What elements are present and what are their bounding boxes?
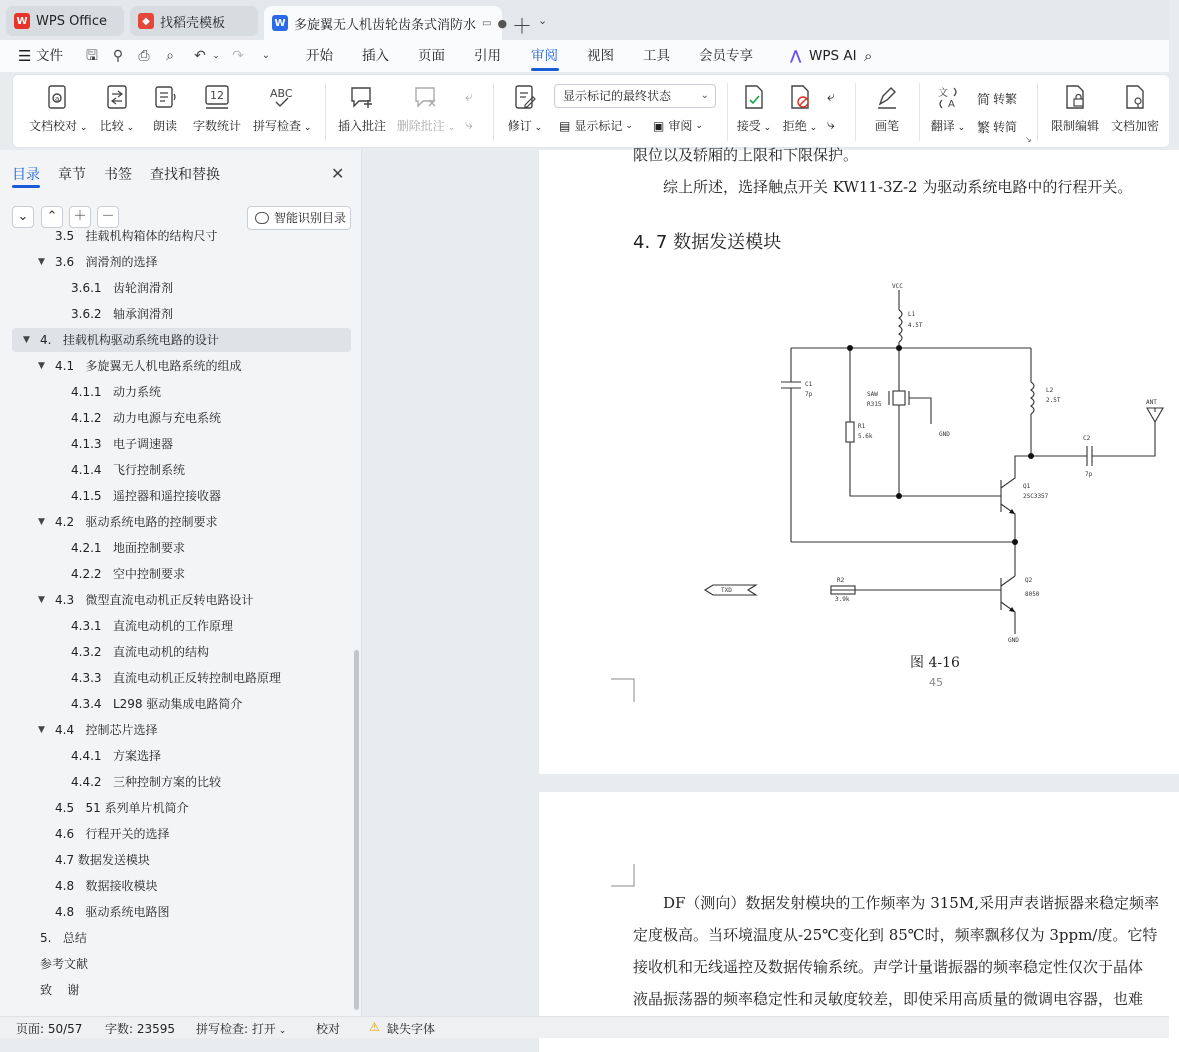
toc-item-label: 3.5 挂载机构箱体的结构尺寸 [55,229,218,243]
title-bar [0,0,1169,40]
document-page-45[interactable] [539,146,1179,774]
print-preview-icon[interactable]: ⌕ [166,48,174,64]
doc-proof-button[interactable]: a 文档校对 ⌄ [29,83,85,134]
toc-item[interactable] [12,926,351,950]
to-traditional-button[interactable] [977,89,1017,108]
word-count-indicator[interactable]: 字数: 23595 [105,1022,176,1036]
toc-item-label: 4.3.2 直流电动机的结构 [71,645,209,659]
show-markup-button[interactable]: ▤ 显示标记 ⌄ [559,118,633,133]
circuit-diagram [699,280,1179,652]
label-saw-value: R315 [867,401,882,408]
toc-item[interactable] [12,562,351,586]
menu-bar [0,40,1169,72]
toc-item-label: 3.6 润滑剂的选择 [55,255,158,269]
toc-item-label: 4.1.2 动力电源与充电系统 [71,411,221,425]
toc-item[interactable] [12,536,351,560]
spell-check-label: 拼写检查 [253,119,302,133]
smart-recognize-icon [255,212,269,224]
read-aloud-label: 朗读 [152,119,177,133]
chevron-down-icon: ⌄ [17,209,29,224]
label-l1: L1 [908,311,916,318]
toc-item-label: 4.4 控制芯片选择 [55,723,158,737]
markup-state-select[interactable] [554,84,716,108]
encrypt-label: 文档加密 [1110,119,1159,133]
spell-check-status-label: 拼写检查: 打开 [196,1022,276,1036]
toc-item[interactable] [12,640,351,664]
toc-item-label: 4.2.1 地面控制要求 [71,541,185,555]
active-tab-indicator [531,68,559,71]
undo-icon[interactable]: ↶ [194,48,206,64]
wps-logo-icon: W [14,13,30,29]
toc-item-label: 4.3.1 直流电动机的工作原理 [71,619,233,633]
toc-item[interactable] [12,952,351,976]
chevron-up-icon: ⌃ [46,209,58,224]
label-r2: R2 [837,577,845,584]
ribbon-divider [727,83,728,141]
compare-icon [105,84,129,110]
track-changes-label: 修订 [507,119,532,133]
print-icon[interactable]: ⎙ [138,48,150,64]
label-txd: TXD [721,587,732,594]
docer-logo-icon: ◆ [138,13,154,29]
plus-icon: ＋ [73,209,87,224]
spell-check-icon [268,84,296,110]
spell-check-status[interactable]: 拼写检查: 打开 ⌄ [196,1022,287,1036]
label-gnd-q2: GND [1008,637,1019,644]
ribbon-expand-icon[interactable]: ↘ [1025,135,1032,144]
toc-item-label: 4.8 数据接收模块 [55,879,158,893]
body-text-line: 定度极高。当环境温度从-25℃变化到 85℃时，频率飘移仅为 3ppm/度。它特 [633,926,1158,944]
document-page-46[interactable] [539,792,1179,1052]
word-count-button[interactable] [191,83,243,134]
label-q2: Q2 [1025,577,1033,584]
missing-font-status[interactable]: 缺失字体 [387,1022,436,1036]
previous-comment-icon: ⤶ [465,89,473,105]
label-r1-value: 5.6k [858,433,873,440]
label-c1-value: 7p [805,391,813,398]
to-simplified-label: 转简 [993,120,1018,134]
proof-status[interactable]: 校对 [316,1022,341,1036]
crop-mark-top-left [611,864,635,888]
compare-button[interactable]: 比较 ⌄ [99,83,135,134]
menu-start[interactable]: 开始 [306,48,333,64]
expand-arrow-icon[interactable]: ▼ [38,595,45,605]
menu-wps-ai[interactable]: WPS AI [809,48,857,64]
toc-item-label: 4.6 行程开关的选择 [55,827,170,841]
reject-icon [788,84,812,110]
reject-button[interactable]: 拒绝 ⌄ [781,83,819,134]
page-number: 45 [929,676,943,689]
chevron-down-icon: ⌄ [700,90,709,101]
label-l2: L2 [1046,387,1054,394]
ribbon-divider [855,83,856,141]
simplified-icon: 繁 [977,121,991,136]
toc-item[interactable] [12,900,351,924]
review-ribbon [12,74,1169,148]
body-text-line: 综上所述，选择触点开关 KW11-3Z-2 为驱动系统电路中的行程开关。 [663,178,1133,196]
label-ant: ANT [1146,399,1157,406]
menu-member[interactable]: 会员专享 [699,48,753,64]
toc-item[interactable] [12,770,351,794]
wps-ai-icon: ⋀ [790,48,802,64]
toc-item[interactable] [12,302,351,326]
label-l1-value: 4.5T [908,322,923,329]
tab-document[interactable] [264,6,508,40]
section-heading: 4. 7 数据发送模块 [633,232,782,253]
track-changes-icon [513,84,537,110]
accept-button[interactable]: 接受 ⌄ [735,83,773,134]
toc-item-label: 3.6.1 齿轮润滑剂 [71,281,173,295]
delete-comment-icon [413,84,439,110]
label-q1-value: 2SC3357 [1023,493,1049,500]
encrypt-button[interactable] [1109,83,1161,134]
menu-page[interactable]: 页面 [418,48,445,64]
label-r2-value: 3.9k [835,596,850,603]
toc-item[interactable] [12,614,351,638]
tab-find-replace[interactable]: 查找和替换 [150,167,220,183]
toc-item[interactable] [12,978,351,1002]
accept-label: 接受 [736,119,761,133]
toc-item[interactable] [12,328,351,352]
toc-item-label: 3.6.2 轴承润滑剂 [71,307,173,321]
toc-item-label: 4.7 数据发送模块 [55,853,150,867]
tab-document-label: 多旋翼无人机齿轮齿条式消防水 [294,17,477,33]
ribbon-divider [919,83,920,141]
encrypt-icon [1123,84,1147,110]
word-count-icon-text: 12 [210,89,224,102]
toc-item-label: 4.4.2 三种控制方案的比较 [71,775,221,789]
translate-button[interactable]: 文 A 翻译 ⌄ [929,83,967,134]
restrict-edit-icon [1063,84,1087,110]
svg-text:A: A [948,99,955,110]
markup-state-value: 显示标记的最终状态 [563,89,672,103]
redo-icon: ↷ [232,48,244,64]
toc-item-label: 4.1.1 动力系统 [71,385,161,399]
label-c1: C1 [805,381,813,388]
ribbon-divider [325,83,326,141]
svg-text:a: a [55,95,60,103]
label-q1: Q1 [1023,483,1031,490]
tab-wps-label: WPS Office [36,13,108,29]
toc-item[interactable] [12,718,351,742]
document-canvas [363,146,1169,1016]
warning-icon: ⚠ [369,1020,380,1034]
track-changes-button[interactable]: 修订 ⌄ [505,83,545,134]
toc-item[interactable] [12,406,351,430]
label-gnd-saw: GND [939,431,950,438]
doc-proof-icon [45,84,69,110]
menu-file[interactable]: 文件 [36,48,63,64]
body-text-line: 接收机和无线遥控及数据传输系统。声学计量谐振器的频率稳定性仅次于晶体 [633,958,1144,976]
toc-item-label: 4.8 驱动系统电路图 [55,905,170,919]
menu-tools[interactable]: 工具 [643,48,670,64]
toc-item[interactable] [12,380,351,404]
toc-list [0,229,362,1016]
toc-item-label: 4.2 驱动系统电路的控制要求 [55,515,218,529]
insert-comment-button[interactable] [336,83,388,134]
active-panel-tab-indicator [12,185,40,188]
toc-item[interactable] [12,354,351,378]
label-saw: SAW [867,391,878,398]
toc-item[interactable] [12,796,351,820]
toc-item[interactable] [12,874,351,898]
insert-comment-label: 插入批注 [337,119,386,133]
expand-arrow-icon[interactable]: ▼ [23,335,30,345]
tab-list-chevron-icon[interactable]: ⌄ [538,14,548,27]
read-aloud-button[interactable] [151,83,179,134]
expand-arrow-icon[interactable]: ▼ [38,257,45,267]
review-pane-label: 审阅 [668,119,693,133]
next-change-icon[interactable]: ⤷ [827,117,835,133]
review-pane-button[interactable]: ▣ 审阅 ⌄ [653,118,703,133]
navigation-panel [0,150,362,1016]
undo-dropdown-icon[interactable]: ⌄ [212,51,220,61]
unsaved-dot-icon[interactable]: ● [497,16,508,30]
label-q2-value: 8050 [1025,591,1040,598]
toc-item-label: 4. 挂载机构驱动系统电路的设计 [40,333,219,347]
svg-text:文: 文 [938,88,948,99]
ribbon-divider [493,83,494,141]
toc-item-label: 4.1.3 电子调速器 [71,437,173,451]
toc-item[interactable] [12,276,351,300]
page-indicator[interactable]: 页面: 50/57 [16,1022,83,1036]
insert-comment-icon [349,84,375,110]
read-aloud-icon [153,84,177,110]
toc-item-label: 4.1.4 飞行控制系统 [71,463,185,477]
toc-item[interactable] [12,510,351,534]
ribbon-divider [1037,83,1038,141]
restrict-edit-button[interactable] [1049,83,1101,134]
expand-arrow-icon[interactable]: ▼ [38,361,45,371]
toc-scrollbar[interactable] [354,650,359,1010]
hamburger-menu-icon[interactable]: ☰ [18,47,32,65]
label-r1: R1 [858,423,866,430]
label-vcc: VCC [892,283,903,290]
label-l2-value: 2.5T [1046,397,1061,404]
toc-item[interactable] [12,692,351,716]
toc-item[interactable] [12,224,351,248]
body-text-line: 限位以及轿厢的上限和下限保护。 [633,146,859,164]
show-markup-label: 显示标记 [574,119,623,133]
tab-bookmarks[interactable]: 书签 [104,167,132,183]
figure-caption: 图 4-16 [910,655,960,671]
tab-toc[interactable]: 目录 [12,167,40,183]
translate-label: 翻译 [930,119,955,133]
compare-label: 比较 [99,119,124,133]
crop-mark-bottom-left [611,678,635,702]
traditional-icon: 简 [977,93,991,108]
previous-change-icon[interactable]: ⤶ [827,89,835,105]
body-text-line: DF（测向）数据发射模块的工作频率为 315M,采用声表谐振器来稳定频率 [663,894,1159,912]
toc-item-label: 4.4.1 方案选择 [71,749,161,763]
toc-item[interactable] [12,744,351,768]
toc-item[interactable] [12,250,351,274]
pen-icon [875,84,899,110]
tab-wps-office[interactable] [6,6,124,36]
menu-view[interactable]: 视图 [587,48,614,64]
toc-item-label: 4.1.5 遥控器和遥控接收器 [71,489,221,503]
monitor-icon: ▭ [482,17,492,29]
tab-docer-label: 找稻壳模板 [160,15,226,31]
new-tab-plus-icon[interactable]: ＋ [512,14,532,38]
toc-item-label: 致 谢 [40,983,80,997]
label-c2-value: 7p [1085,471,1093,478]
toc-item[interactable] [12,666,351,690]
close-icon[interactable]: ✕ [331,164,345,183]
next-comment-icon: ⤷ [465,117,473,133]
status-bar [0,1016,1169,1038]
expand-arrow-icon[interactable]: ▼ [38,725,45,735]
reject-label: 拒绝 [782,119,807,133]
word-count-icon [204,84,230,110]
menu-insert[interactable]: 插入 [362,48,389,64]
toc-item[interactable] [12,848,351,872]
save-icon[interactable]: 🖫 [86,48,98,64]
delete-comment-button: 删除批注 ⌄ [396,83,456,134]
search-icon[interactable]: ⌕ [864,47,873,65]
toc-item-label: 4.3.4 L298 驱动集成电路简介 [71,697,243,711]
toc-item-label: 4.3 微型直流电动机正反转电路设计 [55,593,254,607]
spell-check-button[interactable]: ABC 拼写检查 ⌄ [253,83,311,134]
share-icon[interactable]: ⚲ [112,48,124,64]
toc-item[interactable] [12,588,351,612]
toc-item-label: 4.1 多旋翼无人机电路系统的组成 [55,359,242,373]
toc-item[interactable] [12,458,351,482]
toc-item[interactable] [12,432,351,456]
more-quick-actions-icon[interactable]: ⌄ [261,50,271,61]
accept-icon [742,84,766,110]
to-traditional-label: 转繁 [993,92,1018,106]
pen-label: 画笔 [874,119,899,133]
doc-proof-label: 文档校对 [29,119,78,133]
toc-item-label: 4.5 51 系列单片机简介 [55,801,189,815]
restrict-edit-label: 限制编辑 [1050,119,1099,133]
delete-comment-label: 删除批注 [396,119,445,133]
tab-docer-templates[interactable] [130,6,258,36]
minus-icon: － [101,209,115,224]
pen-button[interactable] [873,83,901,134]
toc-item[interactable] [12,484,351,508]
tab-chapters[interactable]: 章节 [58,167,86,183]
review-pane-icon: ▣ [653,118,665,133]
toc-item-label: 4.3.3 直流电动机正反转控制电路原理 [71,671,281,685]
body-text-line: 液晶振荡器的频率稳定性和灵敏度较差，即使采用高质量的微调电容器，也难 [633,990,1144,1008]
menu-review[interactable]: 审阅 [531,48,558,64]
toc-item-label: 参考文献 [40,957,89,971]
toc-item-label: 4.2.2 空中控制要求 [71,567,185,581]
to-simplified-button[interactable] [977,117,1017,136]
toc-item-label: 5. 总结 [40,931,87,945]
word-count-label: 字数统计 [192,119,241,133]
translate-icon [936,84,960,110]
label-c2: C2 [1083,435,1091,442]
expand-arrow-icon[interactable]: ▼ [38,517,45,527]
toc-item[interactable] [12,822,351,846]
menu-reference[interactable]: 引用 [474,48,501,64]
smart-toc-label: 智能识别目录 [273,211,346,225]
spell-check-icon-text: ABC [270,87,293,100]
writer-doc-icon: W [272,15,288,31]
show-markup-icon: ▤ [559,118,571,133]
